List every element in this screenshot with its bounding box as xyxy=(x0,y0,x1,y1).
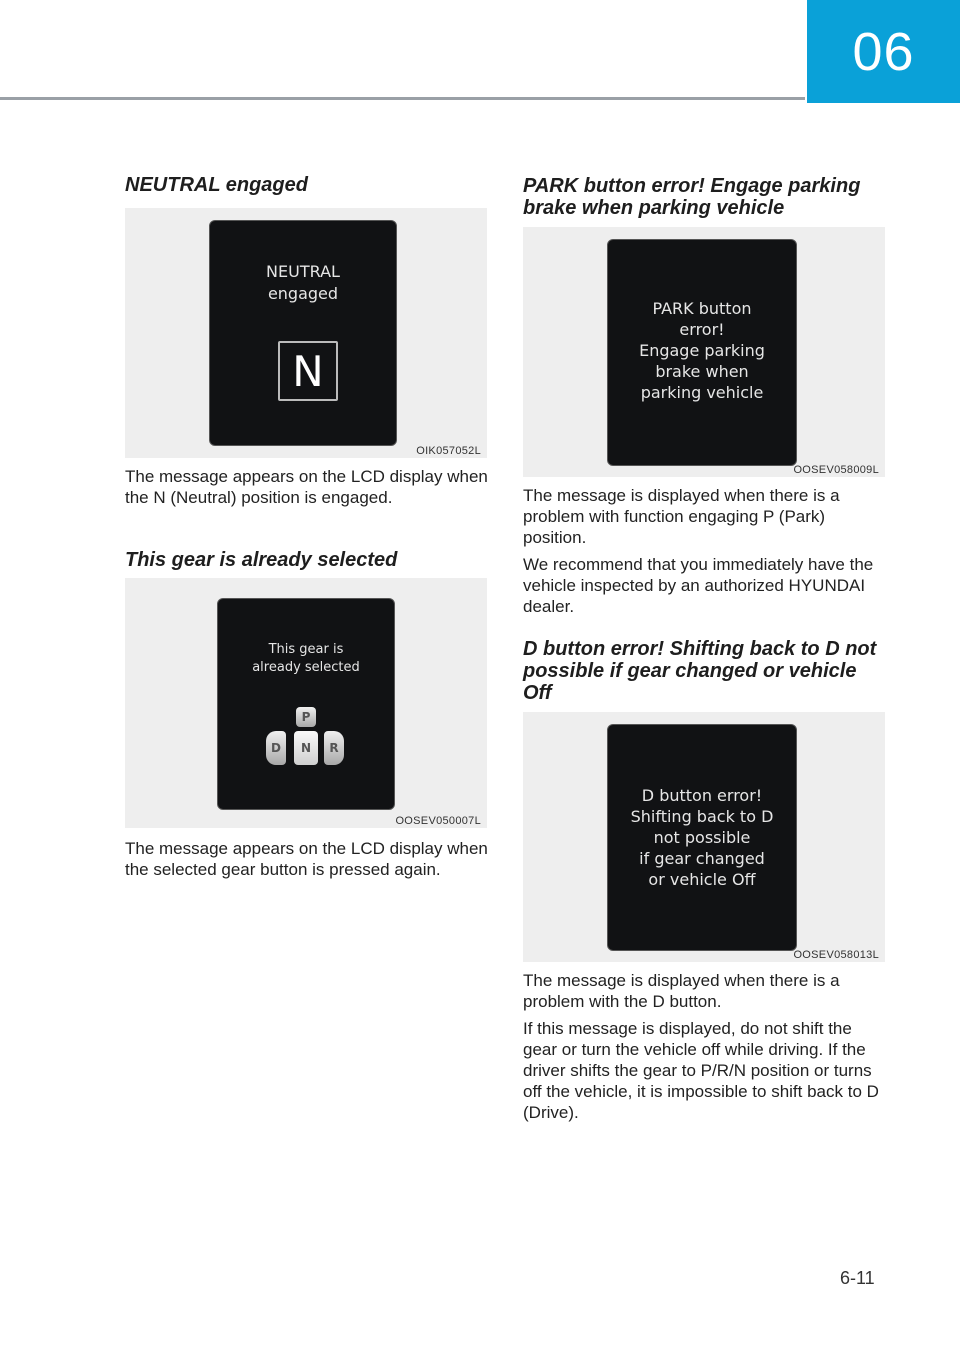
lcd-screen xyxy=(607,724,797,951)
lcd-screen xyxy=(607,239,797,466)
body-text: If this message is displayed, do not shift the gear or turn the vehicle off while driving. If the driver shifts the gear to P/R/N position or turns off the vehicle, it is impossible to shift back to D (Drive). xyxy=(523,1019,879,1122)
park-button-icon: P xyxy=(296,707,316,727)
neutral-button-icon: N xyxy=(294,731,318,765)
section-heading-d-button-error: D button error! Shifting back to D not possible if gear changed or vehicle Off xyxy=(523,638,877,704)
figure-park-button-error xyxy=(523,227,885,477)
lcd-message: PARK button error! Engage parking brake when parking vehicle xyxy=(639,299,765,402)
lcd-message: NEUTRAL engaged xyxy=(266,262,340,303)
figure-neutral-engaged xyxy=(125,208,487,458)
figure-gear-already-selected xyxy=(125,578,487,828)
body-text: The message is displayed when there is a problem with function engaging P (Park) position. xyxy=(523,486,840,547)
chapter-number: 06 xyxy=(852,21,915,82)
reverse-button-icon: R xyxy=(324,731,344,765)
section-heading-park-error: PARK button error! Engage parking brake when parking vehicle xyxy=(523,175,861,219)
body-text: The message is displayed when there is a problem with the D button. xyxy=(523,971,840,1011)
section-heading-neutral: NEUTRAL engaged xyxy=(125,174,308,196)
figure-d-button-error xyxy=(523,712,885,962)
section-heading-gear-selected: This gear is already selected xyxy=(125,549,398,571)
lcd-screen xyxy=(209,220,397,446)
drive-button-icon: D xyxy=(266,731,286,765)
figure-code: OOSEV050007L xyxy=(395,815,481,827)
body-text: The message appears on the LCD display when the selected gear button is pressed again. xyxy=(125,839,488,879)
figure-code: OIK057052L xyxy=(416,445,481,457)
body-text: The message appears on the LCD display when the N (Neutral) position is engaged. xyxy=(125,467,488,507)
figure-code: OOSEV058009L xyxy=(793,464,879,476)
header-divider xyxy=(0,97,805,100)
lcd-message: D button error! Shifting back to D not possible if gear changed or vehicle Off xyxy=(630,786,774,889)
lcd-screen xyxy=(217,598,395,810)
page-number: 6-11 xyxy=(840,1268,875,1288)
chapter-tab xyxy=(807,0,960,103)
neutral-gear-icon: N xyxy=(278,341,338,401)
figure-code: OOSEV058013L xyxy=(793,949,879,961)
lcd-message: This gear is already selected xyxy=(252,642,360,675)
body-text: We recommend that you immediately have the vehicle inspected by an authorized HYUNDAI dealer. xyxy=(523,555,874,616)
